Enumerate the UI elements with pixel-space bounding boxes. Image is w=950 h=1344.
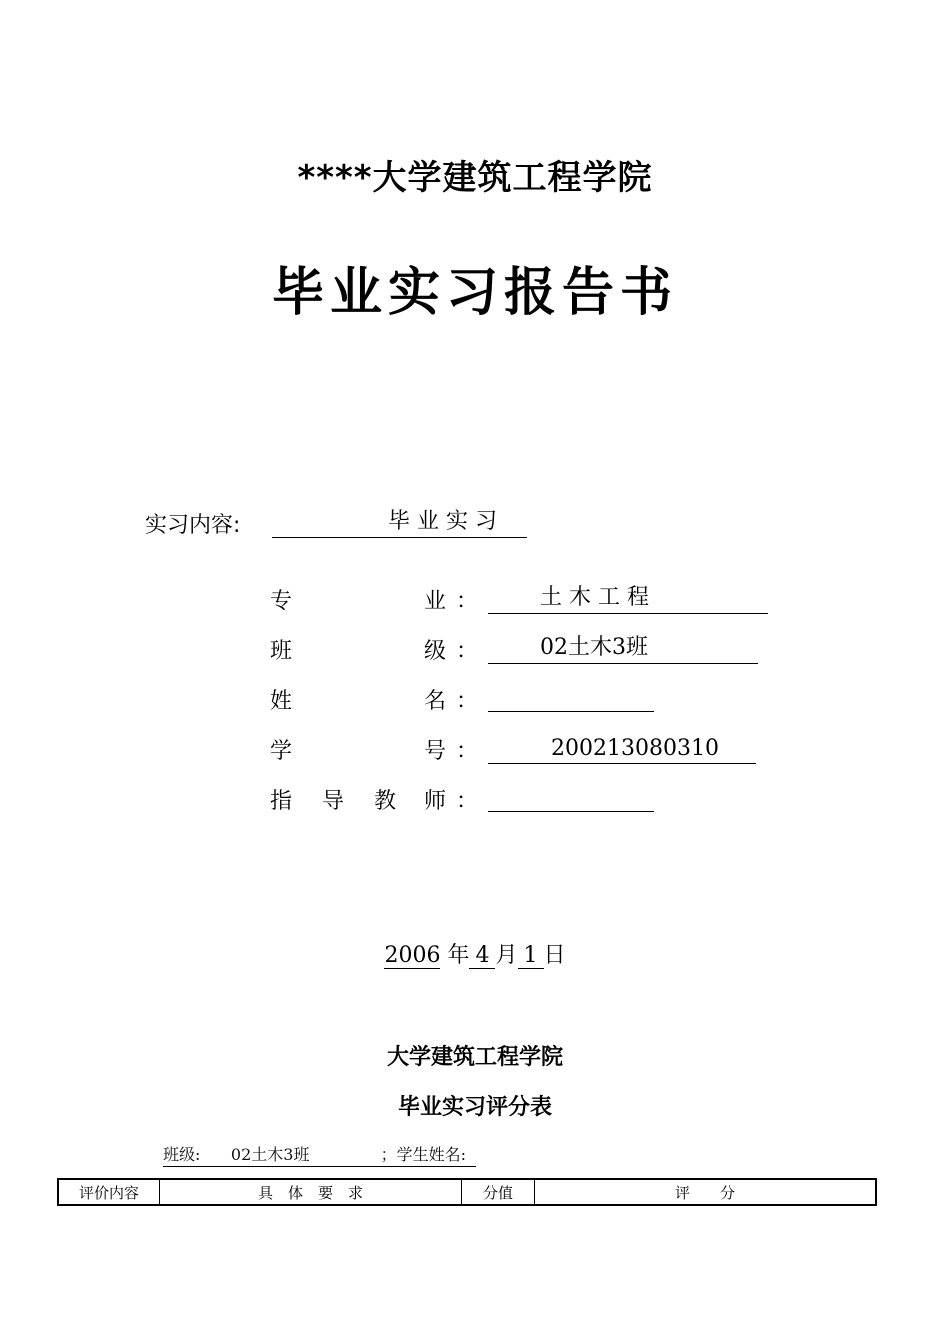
date-month-unit: 月 (495, 943, 518, 968)
label-char: 名 (424, 689, 447, 714)
label-char: 号 (424, 739, 447, 764)
student-id-value: 200213080310 (551, 736, 719, 761)
university-title: ****大学建筑工程学院 (297, 158, 653, 198)
internship-label: 实习内容: (145, 513, 241, 538)
name-field (488, 679, 654, 712)
advisor-field (488, 779, 654, 812)
report-date (0, 938, 950, 969)
label-colon: ： (456, 739, 479, 764)
class-value: 02土木3班 (540, 635, 648, 660)
header-cell-evaluation: 评价内容 (58, 1179, 160, 1205)
date-day-unit: 日 (543, 943, 566, 968)
header-cell-requirements: 具 体 要 求 (160, 1179, 462, 1205)
label-char: 专 (270, 589, 293, 614)
label-char: 级 (424, 639, 447, 664)
label-colon: ： (456, 589, 479, 614)
class-field (488, 631, 758, 664)
date-day: 1 (518, 943, 544, 969)
score-table-header-row (58, 1179, 876, 1205)
date-year-unit: 年 (447, 943, 470, 968)
label-colon: ： (456, 789, 479, 814)
date-year: 2006 (384, 943, 441, 968)
major-value: 土 木 工 程 (540, 585, 649, 610)
class-line-value: 02土木3班 (230, 1145, 310, 1164)
label-char: 指 (270, 789, 293, 814)
label-char: 业 (424, 589, 447, 614)
score-table (57, 1178, 877, 1206)
label-char: 学 (270, 739, 293, 764)
score-sheet-title: 毕业实习评分表 (397, 1095, 552, 1120)
label-char: 师 (424, 789, 447, 814)
student-name-label: ；学生姓名: (380, 1145, 467, 1164)
label-char: 姓 (270, 689, 293, 714)
date-month: 4 (469, 943, 495, 969)
class-student-line (163, 1142, 476, 1167)
report-title: 毕业实习报告书 (271, 263, 678, 323)
student-id-field (488, 731, 756, 764)
score-sheet-college: 大学建筑工程学院 (386, 1045, 563, 1070)
label-char: 教 (374, 789, 397, 814)
internship-value-field (272, 505, 527, 538)
label-colon: ： (456, 639, 479, 664)
class-line-label: 班级: (163, 1145, 201, 1164)
header-cell-points: 分值 (462, 1179, 535, 1205)
label-char: 班 (270, 639, 293, 664)
label-colon: ： (456, 689, 479, 714)
major-field (488, 581, 768, 614)
internship-value: 毕 业 实 习 (388, 509, 497, 534)
header-cell-score: 评 分 (535, 1179, 877, 1205)
label-char: 导 (322, 789, 345, 814)
